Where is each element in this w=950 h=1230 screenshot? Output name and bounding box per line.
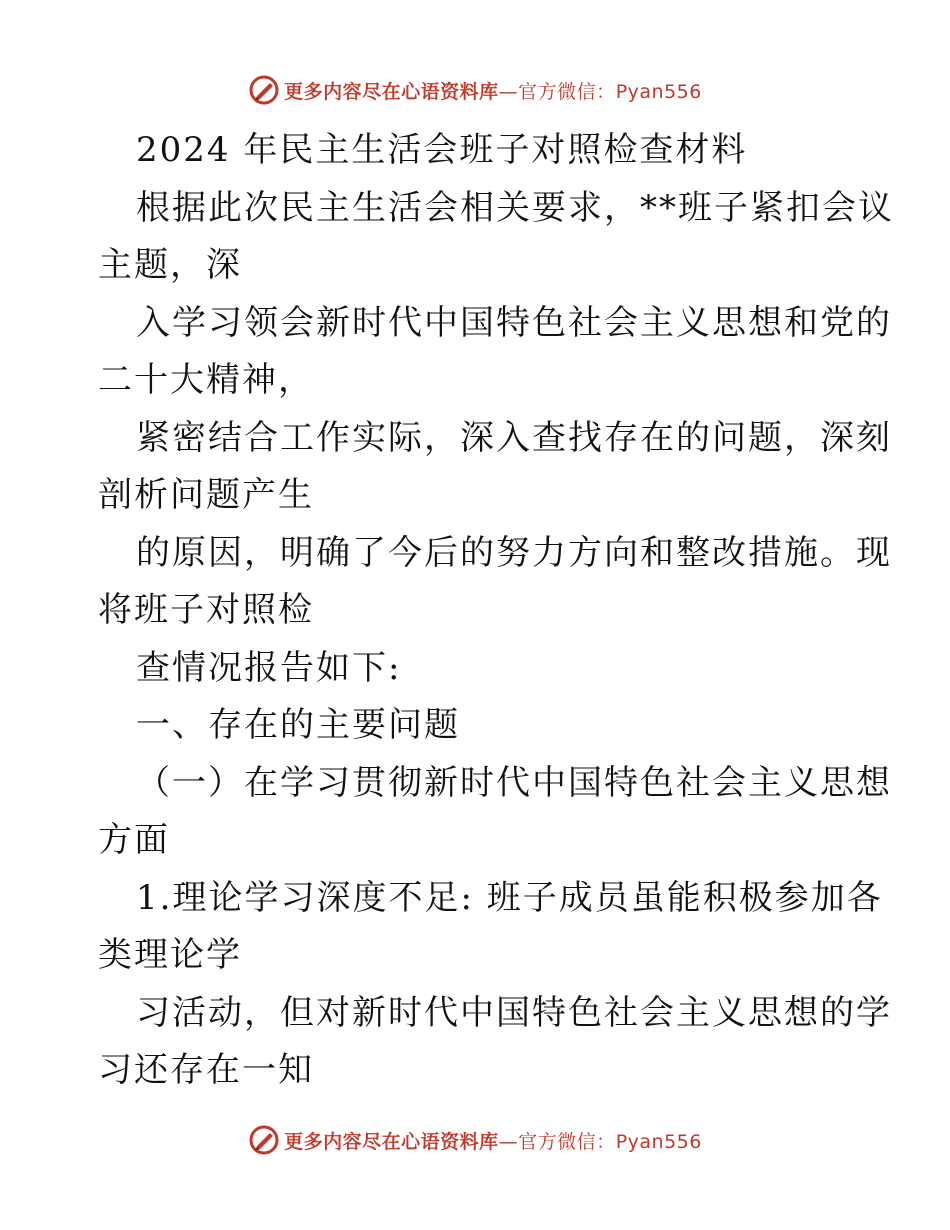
document-line: 入学习领会新时代中国特色社会主义思想和党的 [136,302,892,343]
document-line: 紧密结合工作实际，深入查找存在的问题，深刻 [136,417,892,458]
header-wechat-label: 官方微信： [518,80,616,103]
document-body [98,122,894,1100]
header-watermark [0,70,950,110]
header-wechat-id: Pyan556 [615,80,702,103]
document-line: 根据此次民主生活会相关要求，**班子紧扣会议 [136,187,894,228]
footer-dash: — [498,1130,519,1153]
document-line: 方面 [98,820,170,860]
subsection-heading: （一）在学习贯彻新时代中国特色社会主义思想 [136,762,892,803]
document-line: 查情况报告如下: [136,647,402,688]
document-line: 习还存在一知 [98,1050,314,1090]
footer-banner-text [284,1127,702,1154]
footer-wechat-label: 官方微信： [518,1130,616,1153]
document-line: 习活动，但对新时代中国特色社会主义思想的学 [136,992,892,1033]
pen-circle-logo-icon [248,74,280,106]
document-line: 的原因，明确了今后的努力方向和整改措施。现 [136,532,892,573]
header-dash: — [498,80,519,103]
document-line: 剖析问题产生 [98,475,314,515]
pen-circle-logo-icon [248,1124,280,1156]
document-title: 2024 年民主生活会班子对照检查材料 [136,130,748,170]
footer-site-name: 更多内容尽在心语资料库 [284,1130,499,1153]
document-line: 类理论学 [98,935,242,975]
document-line: 二十大精神， [98,360,314,400]
document-line: 1.理论学习深度不足: 班子成员虽能积极参加各 [136,877,883,918]
document-line: 将班子对照检 [98,590,314,630]
footer-wechat-id: Pyan556 [615,1130,702,1153]
section-heading: 一、存在的主要问题 [136,705,460,745]
header-banner-text [284,77,702,104]
header-site-name: 更多内容尽在心语资料库 [284,80,499,103]
footer-watermark [0,1120,950,1160]
document-line: 主题，深 [98,245,242,285]
